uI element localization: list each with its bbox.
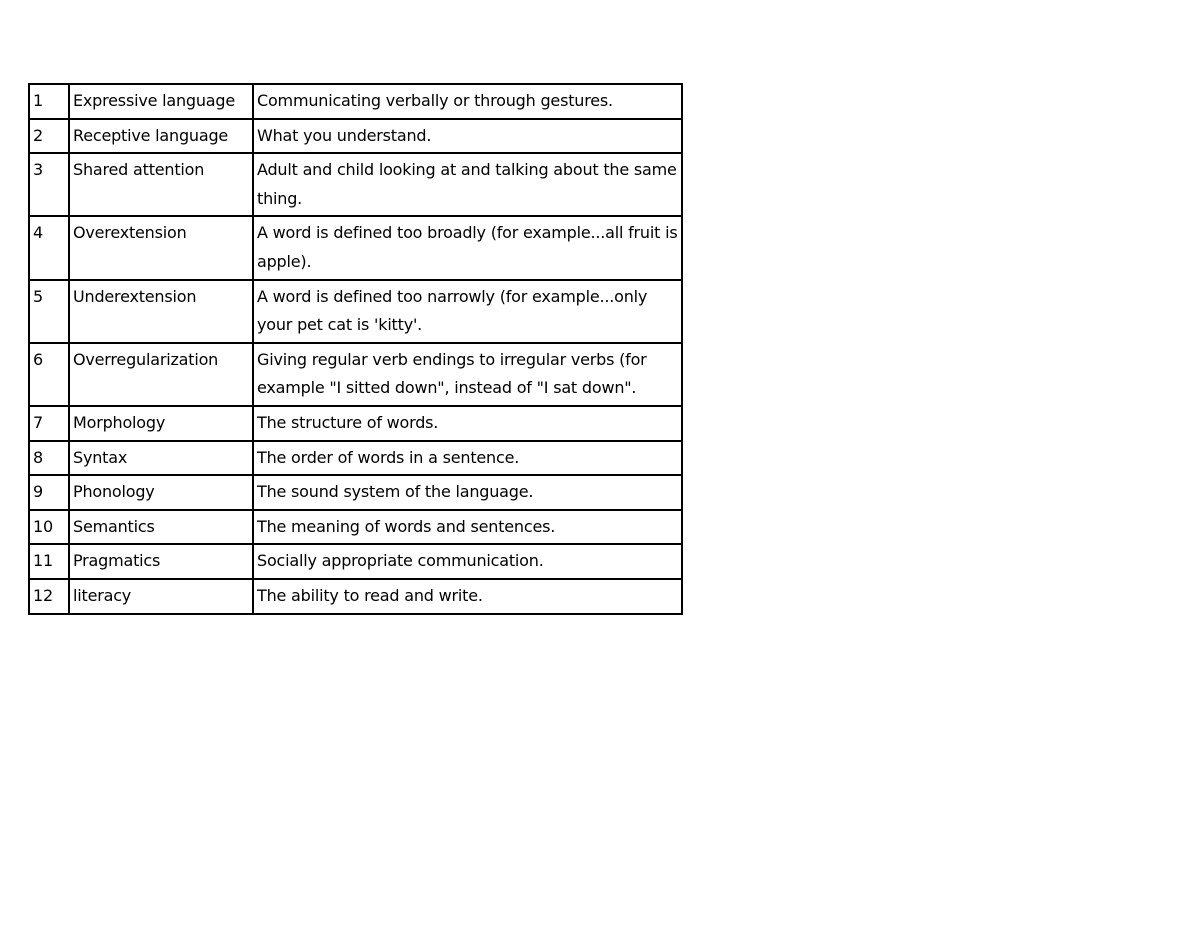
row-number: 9 bbox=[29, 475, 69, 510]
row-number: 4 bbox=[29, 216, 69, 279]
definition-cell: The meaning of words and sentences. bbox=[253, 510, 682, 545]
row-number: 8 bbox=[29, 441, 69, 476]
table-row bbox=[29, 441, 682, 476]
row-number: 5 bbox=[29, 280, 69, 343]
table-row bbox=[29, 406, 682, 441]
glossary-table-body bbox=[29, 84, 682, 614]
term-cell: Morphology bbox=[69, 406, 253, 441]
term-cell: Semantics bbox=[69, 510, 253, 545]
definition-cell: Adult and child looking at and talking about the same thing. bbox=[253, 153, 682, 216]
row-number: 11 bbox=[29, 544, 69, 579]
table-row bbox=[29, 475, 682, 510]
table-row bbox=[29, 84, 682, 119]
table-row bbox=[29, 343, 682, 406]
definition-cell: Socially appropriate communication. bbox=[253, 544, 682, 579]
term-cell: Overextension bbox=[69, 216, 253, 279]
term-cell: Expressive language bbox=[69, 84, 253, 119]
glossary-table bbox=[28, 83, 683, 615]
row-number: 1 bbox=[29, 84, 69, 119]
definition-cell: The order of words in a sentence. bbox=[253, 441, 682, 476]
row-number: 12 bbox=[29, 579, 69, 614]
table-row bbox=[29, 216, 682, 279]
definition-cell: A word is defined too broadly (for example...all fruit is apple). bbox=[253, 216, 682, 279]
table-row bbox=[29, 510, 682, 545]
row-number: 7 bbox=[29, 406, 69, 441]
term-cell: Overregularization bbox=[69, 343, 253, 406]
definition-cell: The sound system of the language. bbox=[253, 475, 682, 510]
term-cell: Pragmatics bbox=[69, 544, 253, 579]
row-number: 10 bbox=[29, 510, 69, 545]
term-cell: Shared attention bbox=[69, 153, 253, 216]
row-number: 3 bbox=[29, 153, 69, 216]
definition-cell: The structure of words. bbox=[253, 406, 682, 441]
term-cell: Underextension bbox=[69, 280, 253, 343]
table-row bbox=[29, 280, 682, 343]
table-row bbox=[29, 153, 682, 216]
definition-cell: What you understand. bbox=[253, 119, 682, 154]
term-cell: literacy bbox=[69, 579, 253, 614]
definition-cell: Communicating verbally or through gestures. bbox=[253, 84, 682, 119]
row-number: 2 bbox=[29, 119, 69, 154]
table-row bbox=[29, 579, 682, 614]
term-cell: Phonology bbox=[69, 475, 253, 510]
row-number: 6 bbox=[29, 343, 69, 406]
table-row bbox=[29, 119, 682, 154]
term-cell: Syntax bbox=[69, 441, 253, 476]
definition-cell: A word is defined too narrowly (for example...only your pet cat is 'kitty'. bbox=[253, 280, 682, 343]
table-row bbox=[29, 544, 682, 579]
definition-cell: The ability to read and write. bbox=[253, 579, 682, 614]
definition-cell: Giving regular verb endings to irregular verbs (for example "I sitted down", instead of "I sat down". bbox=[253, 343, 682, 406]
term-cell: Receptive language bbox=[69, 119, 253, 154]
